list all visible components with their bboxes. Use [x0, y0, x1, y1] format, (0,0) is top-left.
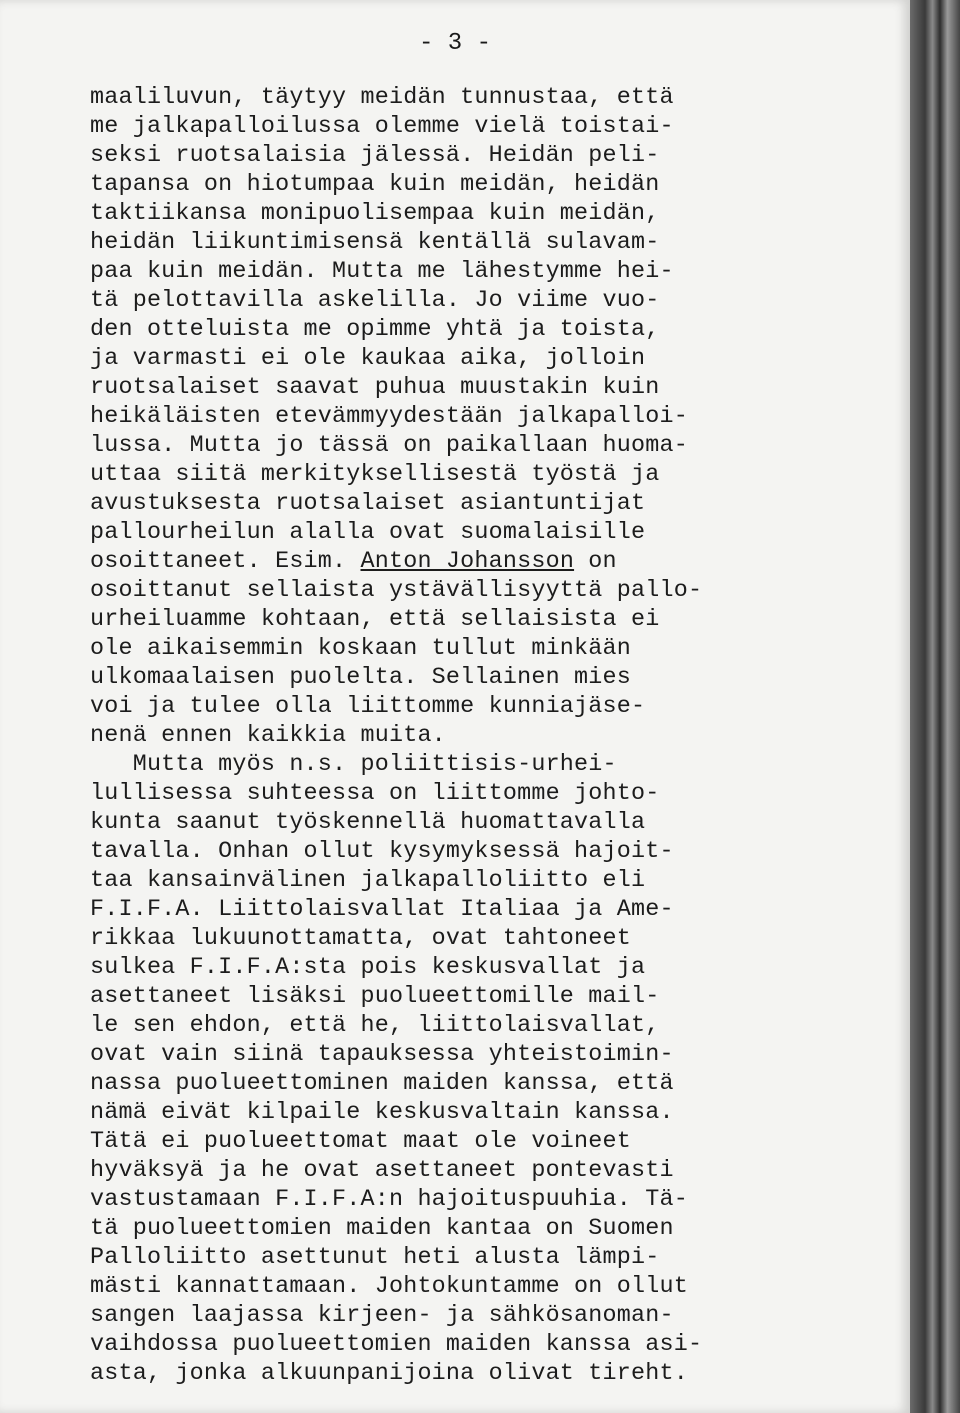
text-line: heikäläisten etevämmyydestään jalkapalloi-	[90, 404, 688, 430]
text-line: taktiikansa monipuolisempaa kuin meidän,	[90, 201, 660, 227]
text-line: vaihdossa puolueettomien maiden kanssa asi-	[90, 1332, 703, 1358]
text-line: uttaa siitä merkityksellisestä työstä ja	[90, 462, 660, 488]
text-line: ulkomaalaisen puolelta. Sellainen mies	[90, 665, 631, 691]
text-line: osoittanut sellaista ystävällisyyttä pallo-	[90, 578, 703, 604]
text-line: tapansa on hiotumpaa kuin meidän, heidän	[90, 172, 660, 198]
text-line: vastustamaan F.I.F.A:n hajoituspuuhia. Tä-	[90, 1187, 688, 1213]
text-line: ruotsalaiset saavat puhua muustakin kuin	[90, 375, 660, 401]
text-line: urheiluamme kohtaan, että sellaisista ei	[90, 607, 660, 633]
text-line: tä puolueettomien maiden kantaa on Suomen	[90, 1216, 674, 1242]
underlined-name: Anton Johansson	[360, 549, 575, 575]
text-line: Palloliitto asettunut heti alusta lämpi-	[90, 1245, 660, 1271]
text-line: ja varmasti ei ole kaukaa aika, jolloin	[90, 346, 646, 372]
body-text	[90, 84, 880, 1389]
text-line: sulkea F.I.F.A:sta pois keskusvallat ja	[90, 955, 646, 981]
text-line: nenä ennen kaikkia muita.	[90, 723, 446, 749]
text-line: pallourheilun alalla ovat suomalaisille	[90, 520, 646, 546]
text-line: voi ja tulee olla liittomme kunniajäse-	[90, 694, 646, 720]
text-line: seksi ruotsalaisia jälessä. Heidän peli-	[90, 143, 660, 169]
text-line: Mutta myös n.s. poliittisis-urhei-	[90, 752, 617, 778]
text-line: rikkaa lukuunottamatta, ovat tahtoneet	[90, 926, 631, 952]
text-line: kunta saanut työskennellä huomattavalla	[90, 810, 646, 836]
text-line: asta, jonka alkuunpanijoina olivat tireht.	[90, 1361, 688, 1387]
text-line: taa kansainvälinen jalkapalloliitto eli	[90, 868, 646, 894]
text-line: nämä eivät kilpaile keskusvaltain kanssa.	[90, 1100, 674, 1126]
text-line: osoittaneet. Esim. Anton Johansson on	[90, 549, 617, 575]
page-number: - 3 -	[418, 30, 491, 57]
text-line: heidän liikuntimisensä kentällä sulavam-	[90, 230, 660, 256]
text-line: nassa puolueettominen maiden kanssa, että	[90, 1071, 674, 1097]
text-line: tä pelottavilla askelilla. Jo viime vuo-	[90, 288, 660, 314]
text-line: maaliluvun, täytyy meidän tunnustaa, että	[90, 85, 674, 111]
text-line: Tätä ei puolueettomat maat ole voineet	[90, 1129, 631, 1155]
text-line: mästi kannattamaan. Johtokuntamme on ollut	[90, 1274, 688, 1300]
book-spine-edge	[910, 0, 960, 1413]
text-line: F.I.F.A. Liittolaisvallat Italiaa ja Ame-	[90, 897, 674, 923]
text-line: le sen ehdon, että he, liittolaisvallat,	[90, 1013, 660, 1039]
text-line: tavalla. Onhan ollut kysymyksessä hajoit-	[90, 839, 674, 865]
text-line: den otteluista me opimme yhtä ja toista,	[90, 317, 660, 343]
text-line: asettaneet lisäksi puolueettomille mail-	[90, 984, 660, 1010]
text-line: ole aikaisemmin koskaan tullut minkään	[90, 636, 631, 662]
text-line: hyväksyä ja he ovat asettaneet pontevasti	[90, 1158, 674, 1184]
text-line: ovat vain siinä tapauksessa yhteistoimin-	[90, 1042, 674, 1068]
text-line: lullisessa suhteessa on liittomme johto-	[90, 781, 660, 807]
text-line: sangen laajassa kirjeen- ja sähkösanoman-	[90, 1303, 674, 1329]
text-line: paa kuin meidän. Mutta me lähestymme hei-	[90, 259, 674, 285]
text-line: lussa. Mutta jo tässä on paikallaan huoma-	[90, 433, 688, 459]
text-line: me jalkapalloilussa olemme vielä toistai-	[90, 114, 674, 140]
text-line: avustuksesta ruotsalaiset asiantuntijat	[90, 491, 646, 517]
